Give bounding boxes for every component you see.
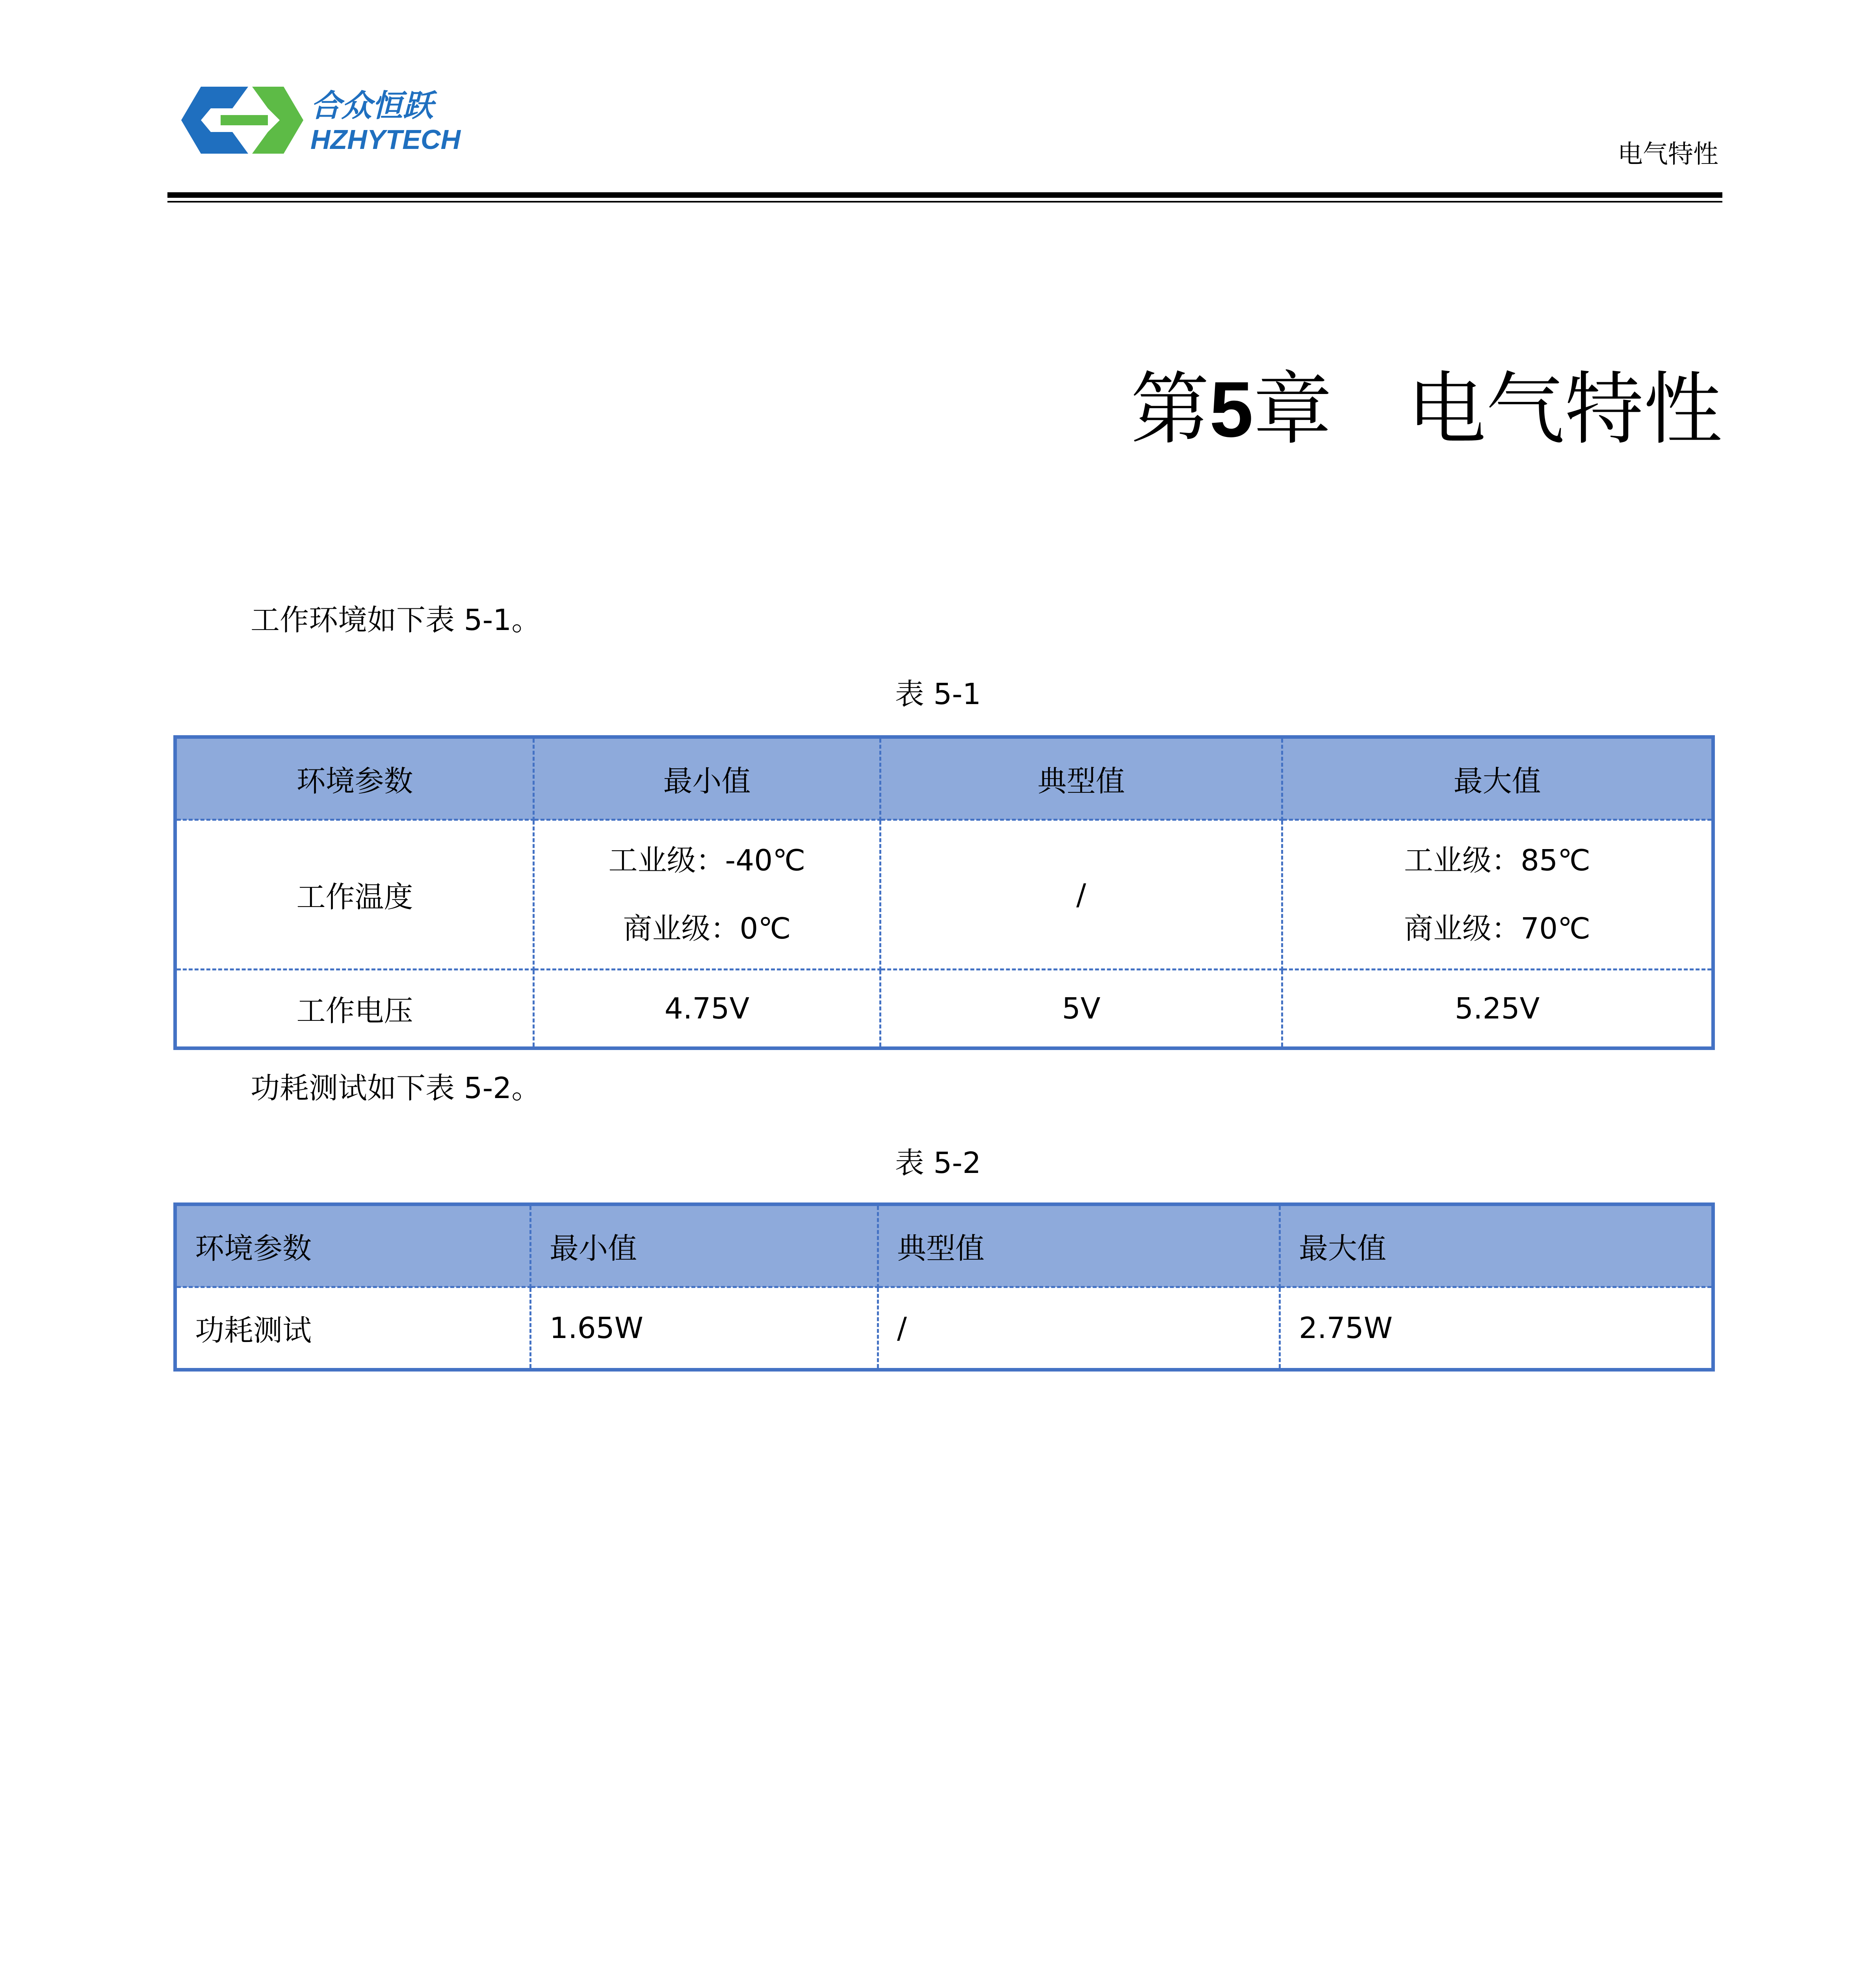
cell-temp-max	[1282, 820, 1713, 970]
temp-min-commercial: 商业级：0℃	[623, 911, 791, 946]
header-section-title: 电气特性	[1618, 140, 1718, 169]
intro-paragraph-1: 工作环境如下表 5-1。	[251, 603, 541, 637]
table-row-power	[175, 1287, 1713, 1370]
temp-min-industrial: 工业级：-40℃	[608, 843, 806, 877]
cell-power-typ: /	[878, 1287, 1280, 1370]
header-rule-thin	[167, 201, 1722, 203]
header-min: 最小值	[531, 1204, 878, 1287]
cell-temp-typ: /	[880, 820, 1282, 970]
logo-en-text: HZHYTECH	[310, 124, 461, 155]
temp-max-industrial: 工业级：85℃	[1404, 843, 1591, 877]
table-header-row	[175, 737, 1713, 820]
cell-power-max: 2.75W	[1280, 1287, 1713, 1370]
header-max: 最大值	[1282, 737, 1713, 820]
cell-volt-max: 5.25V	[1282, 970, 1713, 1048]
header-max: 最大值	[1280, 1204, 1713, 1287]
intro-paragraph-2: 功耗测试如下表 5-2。	[251, 1071, 541, 1105]
logo-mark-bar	[221, 115, 268, 125]
table1-caption: 表 5-1	[895, 677, 981, 711]
header-typ: 典型值	[878, 1204, 1280, 1287]
cell-power-label: 功耗测试	[175, 1287, 531, 1370]
cell-power-min: 1.65W	[531, 1287, 878, 1370]
table-5-1	[173, 735, 1715, 1050]
header-rule-thick	[167, 192, 1722, 198]
table2-caption: 表 5-2	[895, 1146, 981, 1180]
header-typ: 典型值	[880, 737, 1282, 820]
table-row-temperature	[175, 820, 1713, 970]
cell-volt-label: 工作电压	[175, 970, 534, 1048]
chapter-heading	[1131, 366, 1722, 453]
logo-cn-text: 合众恒跃	[310, 88, 434, 124]
header-param: 环境参数	[175, 1204, 531, 1287]
chapter-number: 5	[1209, 366, 1254, 453]
cell-temp-label: 工作温度	[175, 820, 534, 970]
table-header-row	[175, 1204, 1713, 1287]
header-param: 环境参数	[175, 737, 534, 820]
chapter-prefix: 第	[1130, 364, 1209, 455]
chapter-suffix: 章	[1253, 364, 1332, 455]
table-row-voltage	[175, 970, 1713, 1048]
cell-temp-min	[534, 820, 880, 970]
temp-max-commercial: 商业级：70℃	[1404, 911, 1591, 946]
logo-graphic	[173, 79, 465, 162]
chapter-title: 电气特性	[1407, 364, 1722, 455]
company-logo	[173, 79, 465, 162]
table-5-2	[173, 1202, 1715, 1372]
cell-volt-typ: 5V	[880, 970, 1282, 1048]
cell-volt-min: 4.75V	[534, 970, 880, 1048]
header-min: 最小值	[534, 737, 880, 820]
